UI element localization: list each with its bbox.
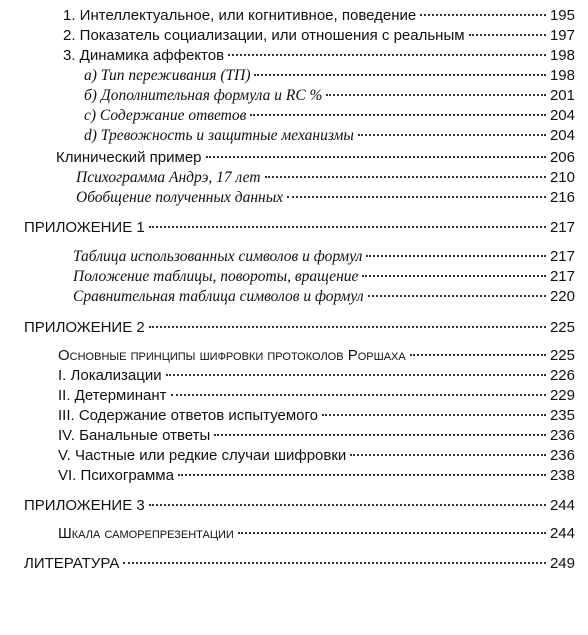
leader-dots xyxy=(287,196,546,198)
toc-entry-page: 201 xyxy=(549,87,575,104)
leader-dots xyxy=(214,434,546,436)
toc-entry-label: Сравнительная таблица символов и формул xyxy=(73,288,364,305)
leader-dots xyxy=(250,114,546,116)
leader-dots xyxy=(228,54,546,56)
toc-entry-page: 249 xyxy=(549,555,575,572)
leader-dots xyxy=(326,94,546,96)
toc-entry-page: 204 xyxy=(549,127,575,144)
toc-entry-page: 197 xyxy=(549,27,575,44)
leader-dots xyxy=(149,326,546,328)
toc-entry-label: Обобщение полученных данных xyxy=(76,189,284,206)
toc-entry-label: ЛИТЕРАТУРА xyxy=(24,555,120,572)
toc-entry[interactable] xyxy=(24,554,575,574)
toc-entry[interactable] xyxy=(56,148,575,168)
toc-entry[interactable] xyxy=(58,524,575,544)
toc-entry-page: 210 xyxy=(549,169,575,186)
toc-entry[interactable] xyxy=(63,6,575,26)
toc-entry-page: 217 xyxy=(549,248,575,265)
toc-entry-label: ПРИЛОЖЕНИЕ 2 xyxy=(24,319,145,336)
toc-entry-page: 244 xyxy=(549,497,575,514)
toc-entry[interactable] xyxy=(24,218,575,238)
toc-entry-label: 2. Показатель социализации, или отношения с реальным xyxy=(63,27,465,44)
toc-entry-label: VI. Психограмма xyxy=(58,467,174,484)
toc-entry-page: 236 xyxy=(549,427,575,444)
leader-dots xyxy=(350,454,546,456)
toc-entry-label: Таблица использованных символов и формул xyxy=(73,248,363,265)
toc-entry[interactable] xyxy=(76,168,575,188)
leader-dots xyxy=(123,562,546,564)
toc-entry-label: Психограмма Андрэ, 17 лет xyxy=(76,169,261,186)
toc-entry-label: d) Тревожность и защитные механизмы xyxy=(84,127,354,144)
toc-entry-page: 217 xyxy=(549,268,575,285)
leader-dots xyxy=(469,34,546,36)
toc-entry[interactable] xyxy=(73,247,575,267)
toc-entry[interactable] xyxy=(73,287,575,307)
toc-entry[interactable] xyxy=(24,496,575,516)
leader-dots xyxy=(362,275,546,277)
toc-entry-label: ПРИЛОЖЕНИЕ 3 xyxy=(24,497,145,514)
toc-entry-label: а) Тип переживания (ТП) xyxy=(84,67,251,84)
toc-entry-page: 198 xyxy=(549,47,575,64)
toc-entry-page: 236 xyxy=(549,447,575,464)
leader-dots xyxy=(149,504,546,506)
leader-dots xyxy=(420,14,546,16)
toc-entry-label: Положение таблицы, повороты, вращение xyxy=(73,268,359,285)
toc-entry-label: IV. Банальные ответы xyxy=(58,427,211,444)
toc-entry-page: 195 xyxy=(549,7,575,24)
toc-entry-label: ПРИЛОЖЕНИЕ 1 xyxy=(24,219,145,236)
leader-dots xyxy=(366,255,546,257)
toc-entry[interactable] xyxy=(58,366,575,386)
toc-entry-page: 226 xyxy=(549,367,575,384)
toc-entry-label: Шкала саморепрезентации xyxy=(58,525,234,542)
toc-entry-label: III. Содержание ответов испытуемого xyxy=(58,407,319,424)
toc-entry[interactable] xyxy=(73,267,575,287)
toc-entry-page: 220 xyxy=(549,288,575,305)
leader-dots xyxy=(171,394,546,396)
toc-entry[interactable] xyxy=(84,106,575,126)
toc-entry-page: 244 xyxy=(549,525,575,542)
toc-entry-page: 238 xyxy=(549,467,575,484)
toc-entry-page: 204 xyxy=(549,107,575,124)
toc-entry-page: 206 xyxy=(549,149,575,166)
toc-entry-label: II. Детерминант xyxy=(58,387,167,404)
toc-entry-page: 216 xyxy=(549,189,575,206)
toc-entry-label: с) Содержание ответов xyxy=(84,107,247,124)
leader-dots xyxy=(265,176,546,178)
toc-entry-label: 3. Динамика аффектов xyxy=(63,47,225,64)
leader-dots xyxy=(322,414,546,416)
toc-entry[interactable] xyxy=(63,46,575,66)
toc-entry[interactable] xyxy=(84,126,575,146)
toc-entry-page: 225 xyxy=(549,319,575,336)
leader-dots xyxy=(149,226,546,228)
toc-entry-label: б) Дополнительная формула и RC % xyxy=(84,87,323,104)
toc-entry[interactable] xyxy=(24,318,575,338)
toc-entry[interactable] xyxy=(58,346,575,366)
toc-entry-label: V. Частные или редкие случаи шифровки xyxy=(58,447,347,464)
toc-entry[interactable] xyxy=(84,86,575,106)
toc-entry-page: 217 xyxy=(549,219,575,236)
toc-entry-page: 235 xyxy=(549,407,575,424)
toc-entry[interactable] xyxy=(58,386,575,406)
toc-entry-label: I. Локализации xyxy=(58,367,162,384)
toc-entry-label: 1. Интеллектуальное, или когнитивное, поведение xyxy=(63,7,417,24)
toc-entry[interactable] xyxy=(58,446,575,466)
toc-entry[interactable] xyxy=(58,466,575,486)
toc-entry[interactable] xyxy=(76,188,575,208)
leader-dots xyxy=(254,74,545,76)
toc-entry[interactable] xyxy=(58,406,575,426)
toc-entry[interactable] xyxy=(58,426,575,446)
leader-dots xyxy=(178,474,546,476)
leader-dots xyxy=(166,374,546,376)
toc-entry-page: 198 xyxy=(549,67,575,84)
leader-dots xyxy=(206,156,546,158)
toc-entry-page: 229 xyxy=(549,387,575,404)
toc-entry-page: 225 xyxy=(549,347,575,364)
toc-entry-label: Основные принципы шифровки протоколов Роршаха xyxy=(58,347,406,364)
toc-entry[interactable] xyxy=(84,66,575,86)
toc-entry-label: Клинический пример xyxy=(56,149,202,166)
toc-entry[interactable] xyxy=(63,26,575,46)
leader-dots xyxy=(410,354,546,356)
leader-dots xyxy=(358,134,546,136)
leader-dots xyxy=(368,295,546,297)
leader-dots xyxy=(238,532,546,534)
